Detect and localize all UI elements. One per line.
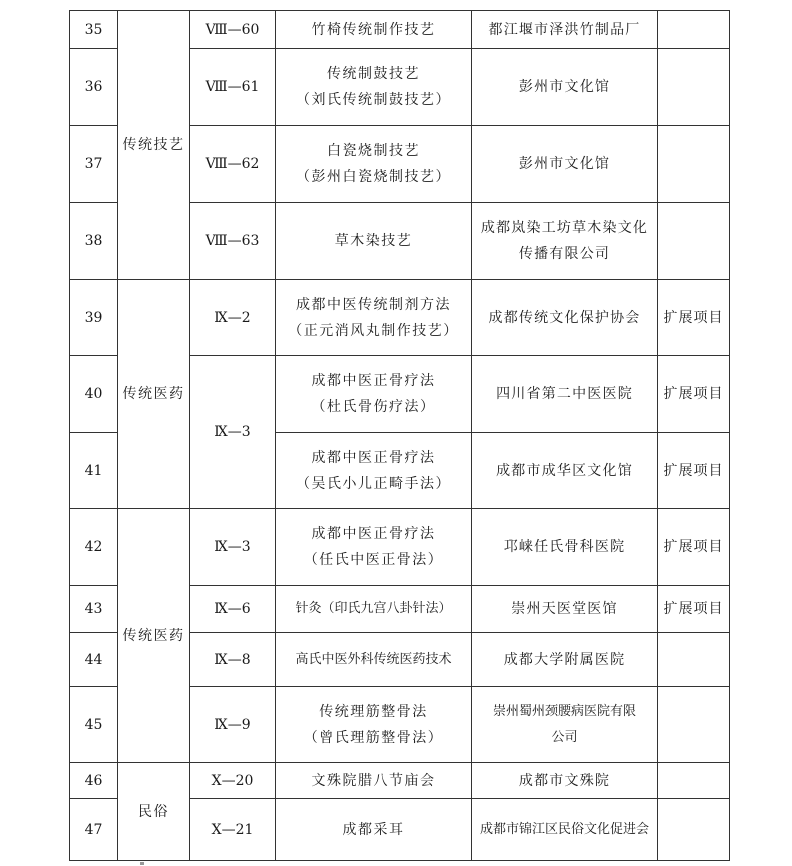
project-code: Ⅸ—3 (190, 509, 276, 586)
project-name-line: 针灸（印氏九宫八卦针法） (295, 601, 452, 616)
row-number: 46 (70, 763, 118, 799)
project-code: Ⅸ—2 (190, 280, 276, 356)
project-name (276, 633, 472, 687)
project-name (276, 433, 472, 509)
footer-mark (140, 862, 144, 865)
protection-unit (472, 586, 658, 633)
project-code: Ⅸ—3 (190, 356, 276, 509)
project-name (276, 126, 472, 203)
project-name-line: 传统理筋整骨法 (319, 703, 428, 720)
project-name-line: （刘氏传统制鼓技艺） (296, 92, 451, 108)
project-name (276, 687, 472, 763)
category-cell: 民俗 (118, 763, 190, 861)
table-row (70, 509, 730, 586)
remark-cell: 扩展项目 (658, 509, 730, 586)
project-name (276, 509, 472, 586)
project-code: Ⅷ—62 (190, 126, 276, 203)
protection-unit-line: 彭州市文化馆 (518, 79, 611, 95)
table-row (70, 763, 730, 799)
project-name-line: 成都中医正骨疗法 (311, 373, 436, 389)
remark-cell: 扩展项目 (658, 356, 730, 433)
project-name-line: 高氏中医外科传统医药技术 (295, 651, 452, 667)
project-name (276, 49, 472, 126)
heritage-table-sheet (69, 10, 729, 860)
project-name-line: （杜氏骨伤疗法） (311, 399, 436, 415)
project-code: Ⅷ—61 (190, 49, 276, 126)
protection-unit (472, 799, 658, 861)
remark-cell: 扩展项目 (658, 280, 730, 356)
protection-unit-line: 四川省第二中医医院 (496, 386, 633, 402)
project-name-line: 成都中医正骨疗法 (311, 526, 436, 542)
row-number: 45 (70, 687, 118, 763)
row-number: 35 (70, 11, 118, 49)
remark-cell: 扩展项目 (658, 433, 730, 509)
category-cell: 传统医药 (118, 280, 190, 509)
protection-unit-line: 成都市成华区文化馆 (496, 462, 633, 479)
remark-cell (658, 763, 730, 799)
protection-unit-line: 传播有限公司 (518, 246, 611, 262)
project-name-line: （吴氏小儿正畸手法） (296, 475, 451, 492)
project-name (276, 203, 472, 280)
project-name (276, 11, 472, 49)
project-name-line: （任氏中医正骨法） (303, 552, 444, 568)
project-name-line: 文殊院腊八节庙会 (311, 772, 436, 789)
protection-unit-line: 成都市文殊院 (518, 772, 611, 789)
project-code: Ⅹ—21 (190, 799, 276, 861)
remark-cell (658, 633, 730, 687)
row-number: 41 (70, 433, 118, 509)
protection-unit-line: 崇州天医堂医馆 (511, 601, 618, 617)
row-number: 44 (70, 633, 118, 687)
project-name-line: 竹椅传统制作技艺 (311, 21, 436, 38)
row-number: 43 (70, 586, 118, 633)
protection-unit-line: 成都岚染工坊草木染文化 (480, 220, 649, 236)
row-number: 47 (70, 799, 118, 861)
protection-unit-line: 邛崃任氏骨科医院 (503, 539, 626, 555)
protection-unit-line: 公司 (551, 729, 578, 745)
remark-cell (658, 799, 730, 861)
project-name-line: 白瓷烧制技艺 (327, 143, 420, 159)
row-number: 38 (70, 203, 118, 280)
remark-cell (658, 11, 730, 49)
remark-cell (658, 126, 730, 203)
remark-cell (658, 203, 730, 280)
protection-unit-line: 彭州市文化馆 (518, 156, 611, 172)
row-number: 42 (70, 509, 118, 586)
project-name-line: 传统制鼓技艺 (327, 66, 420, 82)
project-name (276, 356, 472, 433)
protection-unit (472, 433, 658, 509)
project-name-line: 成都中医正骨疗法 (311, 449, 436, 466)
project-code: Ⅷ—63 (190, 203, 276, 280)
protection-unit (472, 11, 658, 49)
protection-unit (472, 633, 658, 687)
protection-unit-line: 成都传统文化保护协会 (488, 309, 641, 326)
project-name-line: 草木染技艺 (334, 233, 413, 249)
table-row (70, 11, 730, 49)
project-name-line: 成都中医传统制剂方法 (296, 296, 451, 313)
protection-unit-line: 都江堰市泽洪竹制品厂 (488, 21, 641, 38)
row-number: 36 (70, 49, 118, 126)
protection-unit (472, 687, 658, 763)
project-code: Ⅸ—8 (190, 633, 276, 687)
heritage-project-table (69, 10, 730, 861)
protection-unit (472, 280, 658, 356)
project-code: Ⅸ—6 (190, 586, 276, 633)
protection-unit (472, 509, 658, 586)
protection-unit (472, 126, 658, 203)
table-row (70, 280, 730, 356)
project-name (276, 763, 472, 799)
project-name-line: （曾氏理筋整骨法） (303, 729, 444, 746)
protection-unit (472, 763, 658, 799)
project-name-line: （正元消风丸制作技艺） (288, 322, 459, 339)
protection-unit (472, 49, 658, 126)
row-number: 39 (70, 280, 118, 356)
category-cell: 传统技艺 (118, 11, 190, 280)
remark-cell (658, 687, 730, 763)
remark-cell (658, 49, 730, 126)
protection-unit-line: 成都大学附属医院 (503, 651, 626, 668)
project-name (276, 799, 472, 861)
row-number: 37 (70, 126, 118, 203)
protection-unit (472, 203, 658, 280)
protection-unit-line: 崇州蜀州颈腰病医院有限 (492, 703, 636, 719)
row-number: 40 (70, 356, 118, 433)
protection-unit (472, 356, 658, 433)
protection-unit-line: 成都市锦江区民俗文化促进会 (479, 821, 649, 837)
project-name-line: 成都采耳 (342, 821, 405, 838)
project-name-line: （彭州白瓷烧制技艺） (296, 169, 451, 185)
project-code: Ⅸ—9 (190, 687, 276, 763)
project-name (276, 586, 472, 633)
category-cell: 传统医药 (118, 509, 190, 763)
project-code: Ⅷ—60 (190, 11, 276, 49)
project-code: Ⅹ—20 (190, 763, 276, 799)
remark-cell: 扩展项目 (658, 586, 730, 633)
project-name (276, 280, 472, 356)
